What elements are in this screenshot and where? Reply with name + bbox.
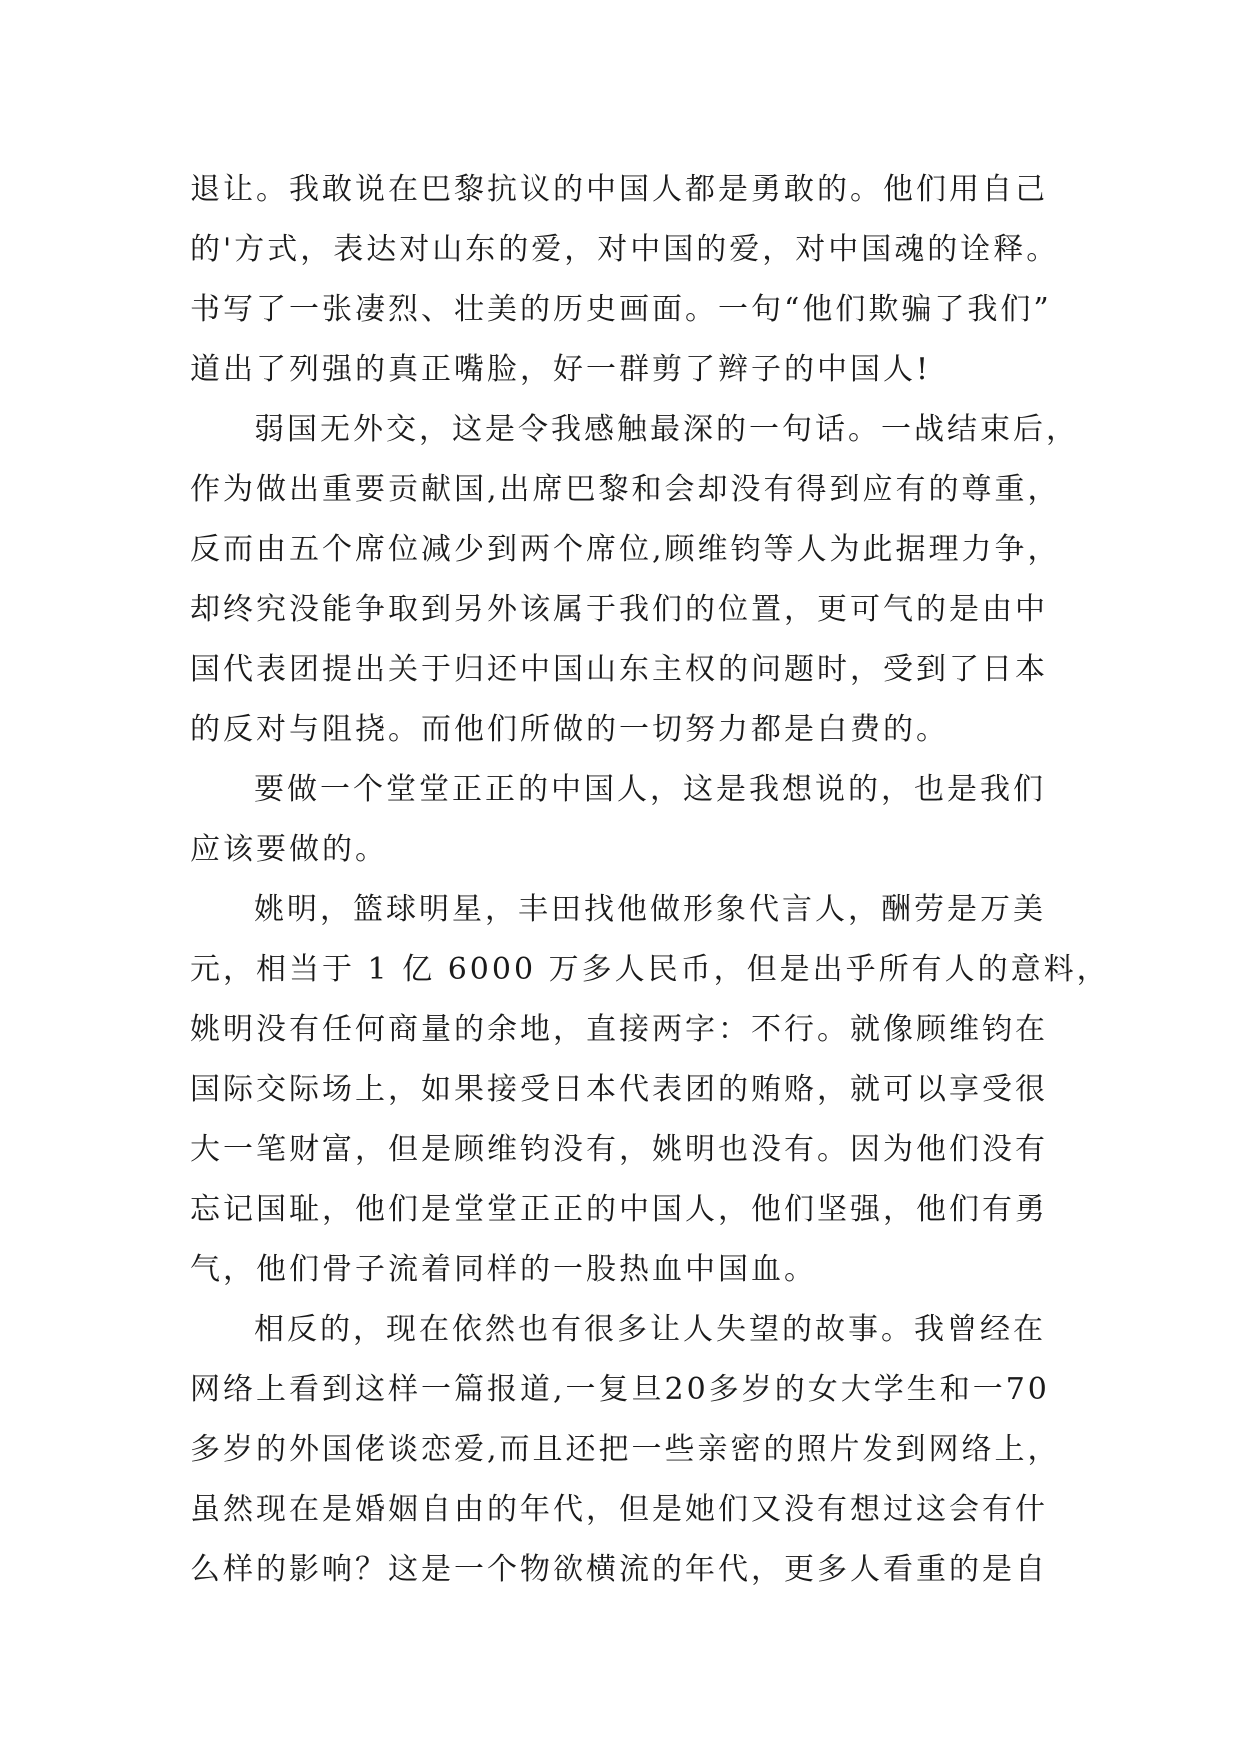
text-line: 元，相当于 1 亿 6000 万多人民币，但是出乎所有人的意料， [190,952,1110,987]
text-line: 应该要做的。 [190,832,388,867]
paragraph-start-line: 姚明，篮球明星，丰田找他做形象代言人，酬劳是万美 [254,892,1046,927]
body-text [190,160,1110,1600]
text-line: 么样的影响？这是一个物欲横流的年代，更多人看重的是自 [190,1552,1048,1587]
text-line: 姚明没有任何商量的余地，直接两字：不行。就像顾维钧在 [190,1012,1048,1047]
text-line: 书写了一张凄烈、壮美的历史画面。一句“他们欺骗了我们” [190,292,1052,327]
text-line: 气，他们骨子流着同样的一股热血中国血。 [190,1252,817,1287]
text-line: 多岁的外国佬谈恋爱,而且还把一些亲密的照片发到网络上， [190,1432,1061,1467]
text-line: 的'方式，表达对山东的爱，对中国的爱，对中国魂的诠释。 [190,232,1060,267]
text-line: 大一笔财富，但是顾维钧没有，姚明也没有。因为他们没有 [190,1132,1048,1167]
paragraph-start-line: 相反的，现在依然也有很多让人失望的故事。我曾经在 [254,1312,1046,1347]
paragraph-start-line: 要做一个堂堂正正的中国人，这是我想说的，也是我们 [254,772,1046,807]
paragraph-start-line: 弱国无外交，这是令我感触最深的一句话。一战结束后， [254,412,1079,447]
text-line: 却终究没能争取到另外该属于我们的位置，更可气的是由中 [190,592,1048,627]
text-line: 道出了列强的真正嘴脸，好一群剪了辫子的中国人! [190,352,932,387]
text-line: 作为做出重要贡献国,出席巴黎和会却没有得到应有的尊重， [190,472,1061,507]
text-line: 国代表团提出关于归还中国山东主权的问题时，受到了日本 [190,652,1048,687]
text-line: 退让。我敢说在巴黎抗议的中国人都是勇敢的。他们用自己 [190,172,1048,207]
text-line: 反而由五个席位减少到两个席位,顾维钧等人为此据理力争， [190,532,1061,567]
text-line: 虽然现在是婚姻自由的年代，但是她们又没有想过这会有什 [190,1492,1048,1527]
text-line: 网络上看到这样一篇报道,一复旦20多岁的女大学生和一70 [190,1372,1050,1407]
text-line: 国际交际场上，如果接受日本代表团的贿赂，就可以享受很 [190,1072,1048,1107]
text-line: 的反对与阻挠。而他们所做的一切努力都是白费的。 [190,712,949,747]
text-line: 忘记国耻，他们是堂堂正正的中国人，他们坚强，他们有勇 [190,1192,1048,1227]
